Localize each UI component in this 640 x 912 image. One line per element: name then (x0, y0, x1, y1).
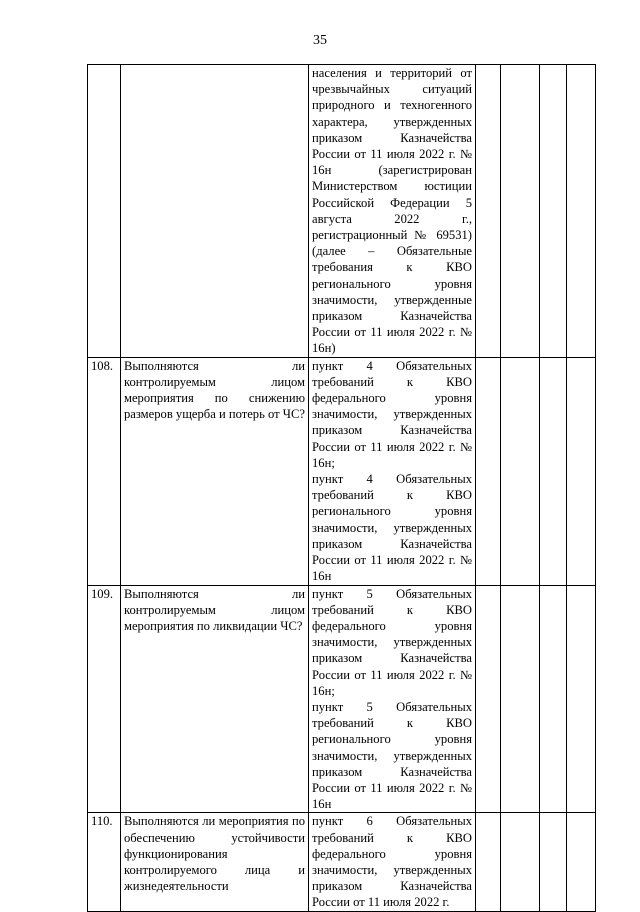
answer-cell (476, 357, 501, 585)
reference-cell (309, 813, 476, 911)
reference-text: населения и территорий от чрезвычайных ситуаций природного и техногенного характера, утвержденных приказом Казначейства России от 11 июля 2022 г. № 16н (зарегистрирован Министерством юстиции Российской Федерации 5 августа 2022 г., регистрационный № 69531) (далее – Обязательные требования к КВО регионального уровня значимости, утвержденные приказом Казначейства России от 11 июля 2022 г. № 16н) (312, 66, 472, 356)
answer-cell (567, 585, 596, 813)
answer-cell (540, 357, 567, 585)
reference-cell (309, 585, 476, 813)
question-cell: Выполняются ли мероприятия по обеспечению устойчивости функционирования контролируемого лица и жизнедеятельности (121, 813, 309, 911)
answer-cell (540, 813, 567, 911)
checklist-table (87, 64, 596, 912)
table-row (88, 357, 596, 585)
question-cell (121, 65, 309, 358)
answer-cell (501, 813, 540, 911)
answer-cell (476, 813, 501, 911)
table-row (88, 585, 596, 813)
table-row (88, 65, 596, 358)
answer-cell (476, 585, 501, 813)
row-number: 109. (88, 585, 121, 813)
reference-text: пункт 4 Обязательных требований к КВО федерального уровня значимости, утвержденных приказом Казначейства России от 11 июля 2022 г. № 16н; пункт 4 Обязательных требований к КВО регионального уровня значимости, утвержденных приказом Казначейства России от 11 июля 2022 г. № 16н (312, 358, 472, 584)
table-row (88, 813, 596, 911)
reference-text: пункт 6 Обязательных требований к КВО федерального уровня значимости, утвержденных приказом Казначейства России от 11 июля 2022 г. (312, 814, 472, 910)
question-cell: Выполняются ли контролируемым лицом мероприятия по снижению размеров ущерба и потерь от ЧС? (121, 357, 309, 585)
reference-text: пункт 5 Обязательных требований к КВО федерального уровня значимости, утвержденных приказом Казначейства России от 11 июля 2022 г. № 16н; пункт 5 Обязательных требований к КВО регионального уровня значимости, утвержденных приказом Казначейства России от 11 июля 2022 г. № 16н (312, 586, 472, 812)
row-number (88, 65, 121, 358)
answer-cell (540, 585, 567, 813)
answer-cell (567, 813, 596, 911)
answer-cell (501, 65, 540, 358)
answer-cell (540, 65, 567, 358)
answer-cell (501, 585, 540, 813)
question-cell: Выполняются ли контролируемым лицом мероприятия по ликвидации ЧС? (121, 585, 309, 813)
answer-cell (501, 357, 540, 585)
answer-cell (567, 65, 596, 358)
page-number: 35 (313, 33, 327, 48)
answer-cell (567, 357, 596, 585)
answer-cell (476, 65, 501, 358)
reference-cell (309, 357, 476, 585)
row-number: 110. (88, 813, 121, 911)
row-number: 108. (88, 357, 121, 585)
reference-cell (309, 65, 476, 358)
